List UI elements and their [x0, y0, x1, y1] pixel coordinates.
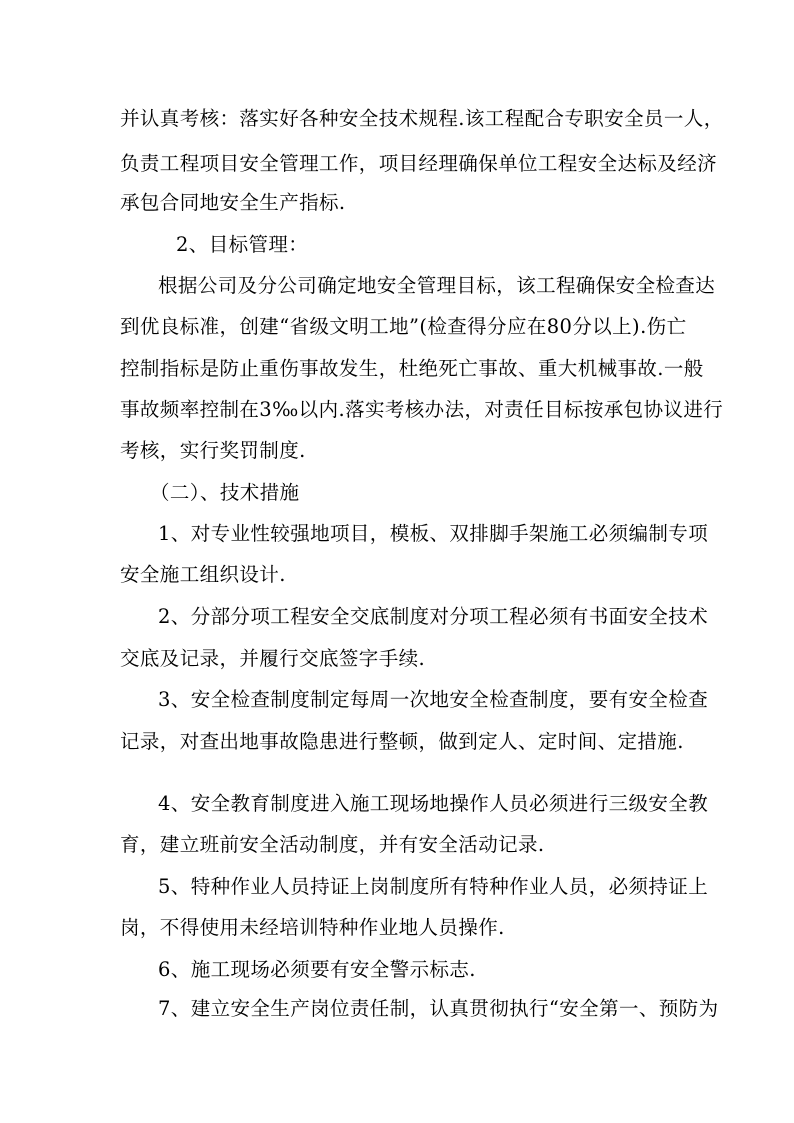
paragraph-line: 并认真考核：落实好各种安全技术规程.该工程配合专职安全员一人，	[120, 107, 724, 130]
section-heading: （二）、技术措施	[150, 481, 300, 504]
paragraph-line: 1、对专业性较强地项目，模板、双排脚手架施工必须编制专项	[158, 522, 709, 545]
paragraph-line: 事故频率控制在3‰以内.落实考核办法，对责任目标按承包协议进行	[120, 398, 724, 421]
paragraph-line: 根据公司及分公司确定地安全管理目标，该工程确保安全检查达	[158, 274, 716, 297]
paragraph-line: 4、安全教育制度进入施工现场地操作人员必须进行三级安全教	[158, 792, 709, 815]
paragraph-line: 5、特种作业人员持证上岗制度所有特种作业人员，必须持证上	[158, 875, 709, 898]
paragraph-line: 岗，不得使用未经培训特种作业地人员操作.	[120, 916, 505, 939]
paragraph-line: 6、施工现场必须要有安全警示标志.	[158, 958, 476, 981]
paragraph-line: 记录，对查出地事故隐患进行整顿，做到定人、定时间、定措施.	[120, 730, 684, 753]
paragraph-line: 安全施工组织设计.	[120, 563, 286, 586]
paragraph-line: 交底及记录，并履行交底签字手续.	[120, 647, 426, 670]
section-heading: 2、目标管理：	[176, 233, 309, 256]
paragraph-line: 控制指标是防止重伤事故发生，杜绝死亡事故、重大机械事故.一般	[120, 357, 704, 380]
paragraph-line: 3、安全检查制度制定每周一次地安全检查制度，要有安全检查	[158, 688, 709, 711]
paragraph-line: 承包合同地安全生产指标.	[120, 191, 346, 214]
paragraph-line: 到优良标准，创建“省级文明工地”(检查得分应在80分以上).伤亡	[120, 315, 687, 338]
paragraph-line: 7、建立安全生产岗位责任制，认真贯彻执行“安全第一、预防为	[158, 997, 719, 1020]
paragraph-line: 育，建立班前安全活动制度，并有安全活动记录.	[120, 833, 545, 856]
paragraph-line: 2、分部分项工程安全交底制度对分项工程必须有书面安全技术	[158, 605, 709, 628]
paragraph-line: 负责工程项目安全管理工作，项目经理确保单位工程安全达标及经济	[120, 152, 718, 175]
paragraph-line: 考核，实行奖罚制度.	[120, 439, 306, 462]
